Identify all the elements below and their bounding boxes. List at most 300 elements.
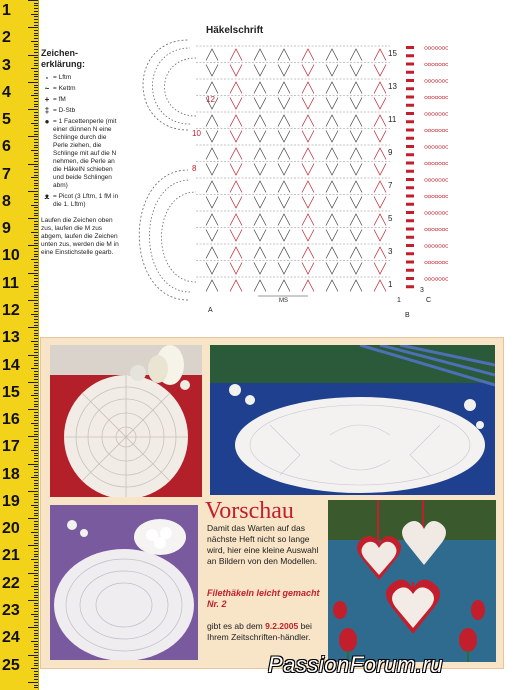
label-bottom-3: 3 [420, 287, 424, 294]
ruler-tick [34, 243, 38, 244]
stitch-fan [350, 263, 362, 275]
ruler-number: 12 [2, 302, 20, 319]
chain-loop [435, 278, 438, 281]
ruler-tick [34, 207, 38, 208]
ruler-tick [34, 25, 38, 26]
ruler-tick [34, 387, 38, 388]
edge-stitch [406, 178, 414, 181]
preview-date-line [207, 621, 325, 643]
chain-loop [439, 228, 442, 231]
legend-symbol: ~ [44, 84, 50, 93]
ruler-tick [34, 554, 38, 555]
ruler-tick [31, 150, 38, 151]
chain-loop [442, 129, 445, 132]
edge-stitch [406, 261, 414, 264]
edge-stitch [406, 96, 414, 99]
ruler-tick [34, 646, 38, 647]
stitch-fan [230, 181, 242, 193]
ruler-tick [34, 537, 38, 538]
ruler-tick [28, 191, 38, 192]
ruler-tick [34, 166, 38, 167]
ruler-tick [34, 226, 38, 227]
edge-stitch [406, 71, 414, 74]
stitch-fan [206, 214, 218, 226]
chain-loop [428, 162, 431, 165]
ruler-tick [34, 515, 38, 516]
ruler-tick [31, 505, 38, 506]
ruler-tick [34, 52, 38, 53]
ruler-tick [34, 357, 38, 358]
stitch-fan [302, 197, 314, 209]
ruler-tick [31, 668, 38, 669]
ruler-tick [34, 404, 38, 405]
ruler-tick [31, 450, 38, 451]
ruler-tick [31, 286, 38, 287]
legend-item [41, 85, 121, 93]
stitch-fan [230, 115, 242, 127]
diagram-grid [196, 46, 390, 292]
edge-stitch [406, 87, 414, 90]
ruler-tick [31, 205, 38, 206]
ruler-tick [34, 349, 38, 350]
stitch-fan [206, 115, 218, 127]
ruler-number: 22 [2, 574, 20, 592]
ruler-number: 2 [2, 29, 11, 47]
stitch-fan [326, 164, 338, 176]
ruler-tick [28, 545, 38, 546]
ruler-tick [34, 248, 38, 249]
ruler-tick [34, 619, 38, 620]
legend-symbol: - [45, 73, 49, 82]
ruler-tick [31, 477, 38, 478]
ruler-tick [34, 104, 38, 105]
ruler-tick [34, 117, 38, 118]
row-label-8: 8 [192, 164, 197, 173]
stitch-fan [302, 82, 314, 94]
stitch-fan [350, 247, 362, 259]
ruler-number: 17 [2, 438, 20, 456]
ruler-tick [34, 305, 38, 306]
ruler-tick [34, 57, 38, 58]
stitch-fan [254, 263, 266, 275]
stitch-fan [374, 263, 386, 275]
chain-loop [428, 228, 431, 231]
stitch-fan [278, 181, 290, 193]
stitch-fan [350, 181, 362, 193]
chain-loop [432, 162, 435, 165]
ruler-tick [28, 27, 38, 28]
ruler-tick [34, 570, 38, 571]
ruler-tick [34, 635, 38, 636]
ruler-tick [34, 562, 38, 563]
stitch-fan [254, 247, 266, 259]
ruler-tick [34, 595, 38, 596]
ruler-tick [28, 409, 38, 410]
stitch-fan [326, 230, 338, 242]
ruler-number: 9 [2, 220, 11, 238]
stitch-fan [230, 164, 242, 176]
stitch-fan [350, 65, 362, 77]
stitch-fan [278, 280, 290, 292]
ruler-tick [34, 183, 38, 184]
stitch-fan [350, 214, 362, 226]
ruler-tick [34, 431, 38, 432]
ruler-tick [28, 464, 38, 465]
stitch-fan [350, 98, 362, 110]
stitch-fan [230, 98, 242, 110]
ruler-tick [34, 428, 38, 429]
chain-loop [439, 80, 442, 83]
stitch-fan [230, 197, 242, 209]
chain-loop [446, 228, 448, 231]
stitch-fan [278, 98, 290, 110]
ruler-tick [34, 338, 38, 339]
chain-loop [425, 96, 428, 99]
ruler-tick [28, 164, 38, 165]
ruler-tick [28, 327, 38, 328]
chain-loop [428, 212, 431, 215]
ruler-tick [28, 109, 38, 110]
stitch-fan [302, 280, 314, 292]
ruler-tick [31, 177, 38, 178]
ruler-tick [34, 360, 38, 361]
ruler-tick [34, 657, 38, 658]
stitch-fan [302, 230, 314, 242]
ruler-tick [34, 581, 38, 582]
ruler-tick [34, 11, 38, 12]
legend-text: = Lftm [53, 74, 72, 81]
ruler-number: 6 [2, 138, 11, 156]
stitch-fan [374, 230, 386, 242]
stitch-fan [230, 148, 242, 160]
ruler-tick [34, 371, 38, 372]
ruler-tick [34, 605, 38, 606]
ruler-tick [34, 412, 38, 413]
stitch-fan [206, 164, 218, 176]
ruler-tick [34, 543, 38, 544]
ruler-tick [34, 480, 38, 481]
ruler-tick [34, 188, 38, 189]
stitch-fan [374, 115, 386, 127]
photo-crochet-hearts [328, 500, 496, 662]
ruler-tick [34, 548, 38, 549]
chain-loop [439, 47, 442, 50]
chain-loop [428, 146, 431, 149]
ruler-tick [34, 406, 38, 407]
ruler-number: 10 [2, 247, 20, 265]
ruler-tick [28, 218, 38, 219]
stitch-fan [254, 65, 266, 77]
ruler-tick [34, 502, 38, 503]
chain-loop [435, 228, 438, 231]
chain-loop [439, 278, 442, 281]
ruler-tick [34, 475, 38, 476]
edge-stitch [406, 203, 414, 206]
ruler-number: 25 [2, 656, 20, 674]
ruler-tick [28, 518, 38, 519]
ruler-tick [28, 245, 38, 246]
crochet-diagram [118, 30, 448, 320]
ruler-tick [31, 68, 38, 69]
stitch-fan [230, 214, 242, 226]
ruler-tick [34, 101, 38, 102]
chain-loop [432, 63, 435, 66]
ruler-tick [34, 499, 38, 500]
stitch-fan [278, 65, 290, 77]
edge-stitch [406, 186, 414, 189]
ruler-tick [34, 385, 38, 386]
chain-loop [428, 80, 431, 83]
row-number-right: 9 [388, 148, 393, 157]
ruler-tick [34, 415, 38, 416]
preview-date-prefix: gibt es ab dem [207, 621, 266, 631]
ruler-tick [34, 161, 38, 162]
ruler-number: 15 [2, 383, 20, 401]
stitch-fan [374, 65, 386, 77]
stitch-fan [350, 131, 362, 143]
stitch-fan [302, 115, 314, 127]
chain-loop [446, 80, 448, 83]
ruler-number: 11 [2, 274, 19, 292]
ruler-tick [34, 398, 38, 399]
stitch-fan [350, 49, 362, 61]
ruler-tick [28, 136, 38, 137]
chain-loop [446, 195, 448, 198]
ruler-tick [31, 314, 38, 315]
ruler-tick [34, 106, 38, 107]
ruler-number: 1 [2, 2, 11, 19]
legend-items [41, 74, 121, 209]
edge-stitch [406, 285, 414, 288]
ruler-tick [31, 259, 38, 260]
ruler-tick [34, 365, 38, 366]
ruler [0, 0, 39, 690]
ruler-tick [34, 513, 38, 514]
ruler-tick [34, 676, 38, 677]
stitch-fan [206, 197, 218, 209]
chain-loop [428, 195, 431, 198]
ruler-tick [34, 38, 38, 39]
chain-loop [425, 212, 428, 215]
stitch-fan [326, 181, 338, 193]
ruler-tick [34, 256, 38, 257]
stitch-fan [206, 263, 218, 275]
ruler-tick [34, 98, 38, 99]
row-number-right: 5 [388, 214, 393, 223]
stitch-fan [302, 214, 314, 226]
ruler-tick [34, 540, 38, 541]
chain-loop [439, 179, 442, 182]
ruler-tick [34, 679, 38, 680]
chain-loop [446, 146, 448, 149]
edge-stitch [406, 153, 414, 156]
ruler-tick [34, 325, 38, 326]
stitch-fan [230, 263, 242, 275]
stitch-fan [230, 65, 242, 77]
ruler-tick [34, 158, 38, 159]
ruler-tick [34, 488, 38, 489]
ruler-tick [34, 112, 38, 113]
edge-stitch [406, 277, 414, 280]
chain-loop [435, 129, 438, 132]
chain-loop [428, 47, 431, 50]
edge-stitch [406, 252, 414, 255]
ruler-tick [34, 265, 38, 266]
chain-loop [435, 179, 438, 182]
ruler-tick [34, 194, 38, 195]
ruler-number: 4 [2, 83, 11, 101]
ruler-tick [34, 333, 38, 334]
ruler-tick [34, 575, 38, 576]
chain-loop [425, 261, 428, 264]
legend-text: = Picot (3 Lftm, 1 fM in die 1. Lftm) [53, 193, 119, 208]
chain-loop [446, 212, 448, 215]
stitch-fan [302, 98, 314, 110]
chain-loop [446, 162, 448, 165]
ruler-tick [34, 466, 38, 467]
ruler-tick [34, 401, 38, 402]
ruler-tick [34, 16, 38, 17]
preview-date: 9.2.2005 [265, 621, 299, 631]
legend [41, 48, 121, 257]
ruler-tick [34, 644, 38, 645]
stitch-fan [302, 164, 314, 176]
ruler-tick [34, 551, 38, 552]
ruler-tick [31, 641, 38, 642]
stitch-fan [326, 82, 338, 94]
ruler-tick [34, 445, 38, 446]
row-number-right: 7 [388, 181, 393, 190]
stitch-fan [326, 148, 338, 160]
ruler-tick [34, 455, 38, 456]
ruler-tick [34, 597, 38, 598]
ruler-tick [34, 603, 38, 604]
ruler-tick [34, 496, 38, 497]
chain-loop [442, 261, 445, 264]
stitch-fan [302, 263, 314, 275]
stitch-fan [374, 131, 386, 143]
legend-symbol: ‡ [44, 106, 50, 115]
chain-loop [446, 129, 448, 132]
ruler-tick [34, 120, 38, 121]
chain-loop [435, 195, 438, 198]
stitch-fan [326, 98, 338, 110]
chain-loop [425, 113, 428, 116]
ruler-tick [34, 22, 38, 23]
ruler-tick [34, 687, 38, 688]
stitch-fan [206, 247, 218, 259]
chain-loop [425, 228, 428, 231]
label-b: B [405, 312, 410, 319]
chain-loop [432, 129, 435, 132]
edge-stitch [406, 79, 414, 82]
ruler-tick [34, 229, 38, 230]
stitch-fan [254, 49, 266, 61]
edge-stitch [406, 46, 414, 49]
chain-loop [425, 129, 428, 132]
ruler-tick [34, 685, 38, 686]
ruler-tick [34, 529, 38, 530]
chain-loop [432, 80, 435, 83]
stitch-fan [302, 65, 314, 77]
edge-stitch [406, 219, 414, 222]
chain-loop [432, 113, 435, 116]
ruler-tick [31, 395, 38, 396]
ruler-tick [34, 79, 38, 80]
ruler-tick [34, 275, 38, 276]
chain-loop [425, 80, 428, 83]
ruler-tick [34, 344, 38, 345]
chain-loop [435, 245, 438, 248]
chain-loop [442, 179, 445, 182]
chain-loop [446, 245, 448, 248]
stitch-fan [374, 148, 386, 160]
photo-round-doily-purple [50, 505, 198, 660]
stitch-fan [302, 131, 314, 143]
legend-note: Laufen die Zeichen oben zus, laufen die M zus abgem, laufen die Zeichen unten zus, werden die M in eine Einstichstelle gearb. [41, 217, 119, 256]
chain-loop [442, 228, 445, 231]
stitch-fan [374, 164, 386, 176]
ruler-tick [34, 172, 38, 173]
ruler-tick [34, 213, 38, 214]
edge-stitch [406, 63, 414, 66]
stitch-fan [326, 197, 338, 209]
ruler-tick [34, 578, 38, 579]
chart-title: Häkelschrift [206, 25, 264, 36]
chain-loop [442, 146, 445, 149]
edge-stitch [406, 129, 414, 132]
ruler-tick [28, 627, 38, 628]
ruler-tick [34, 316, 38, 317]
stitch-fan [254, 230, 266, 242]
ruler-tick [34, 461, 38, 462]
ruler-tick [34, 87, 38, 88]
stitch-fan [302, 181, 314, 193]
chain-loop [442, 245, 445, 248]
edge-stitch [406, 269, 414, 272]
ruler-tick [34, 85, 38, 86]
ruler-tick [34, 567, 38, 568]
chain-loop [442, 80, 445, 83]
ruler-tick [34, 215, 38, 216]
ruler-tick [34, 535, 38, 536]
ruler-tick [34, 46, 38, 47]
legend-text: = D-Stb [53, 107, 76, 114]
diagram-arches [139, 40, 196, 300]
ruler-tick [34, 8, 38, 9]
stitch-fan [326, 49, 338, 61]
ruler-tick [34, 254, 38, 255]
chain-loop [435, 162, 438, 165]
chain-loop [442, 195, 445, 198]
label-ms: MS [279, 298, 288, 304]
ruler-tick [34, 284, 38, 285]
chain-loop [435, 212, 438, 215]
ruler-tick [34, 458, 38, 459]
ruler-tick [34, 649, 38, 650]
watermark: PassionForum.ru [268, 652, 444, 677]
ruler-tick [31, 232, 38, 233]
ruler-tick [34, 224, 38, 225]
ruler-tick [31, 614, 38, 615]
stitch-fan [230, 49, 242, 61]
row-number-right: 1 [388, 280, 393, 289]
ruler-tick [28, 573, 38, 574]
chain-loop [442, 113, 445, 116]
ruler-tick [28, 382, 38, 383]
ruler-tick [34, 175, 38, 176]
ruler-number: 14 [2, 356, 20, 374]
